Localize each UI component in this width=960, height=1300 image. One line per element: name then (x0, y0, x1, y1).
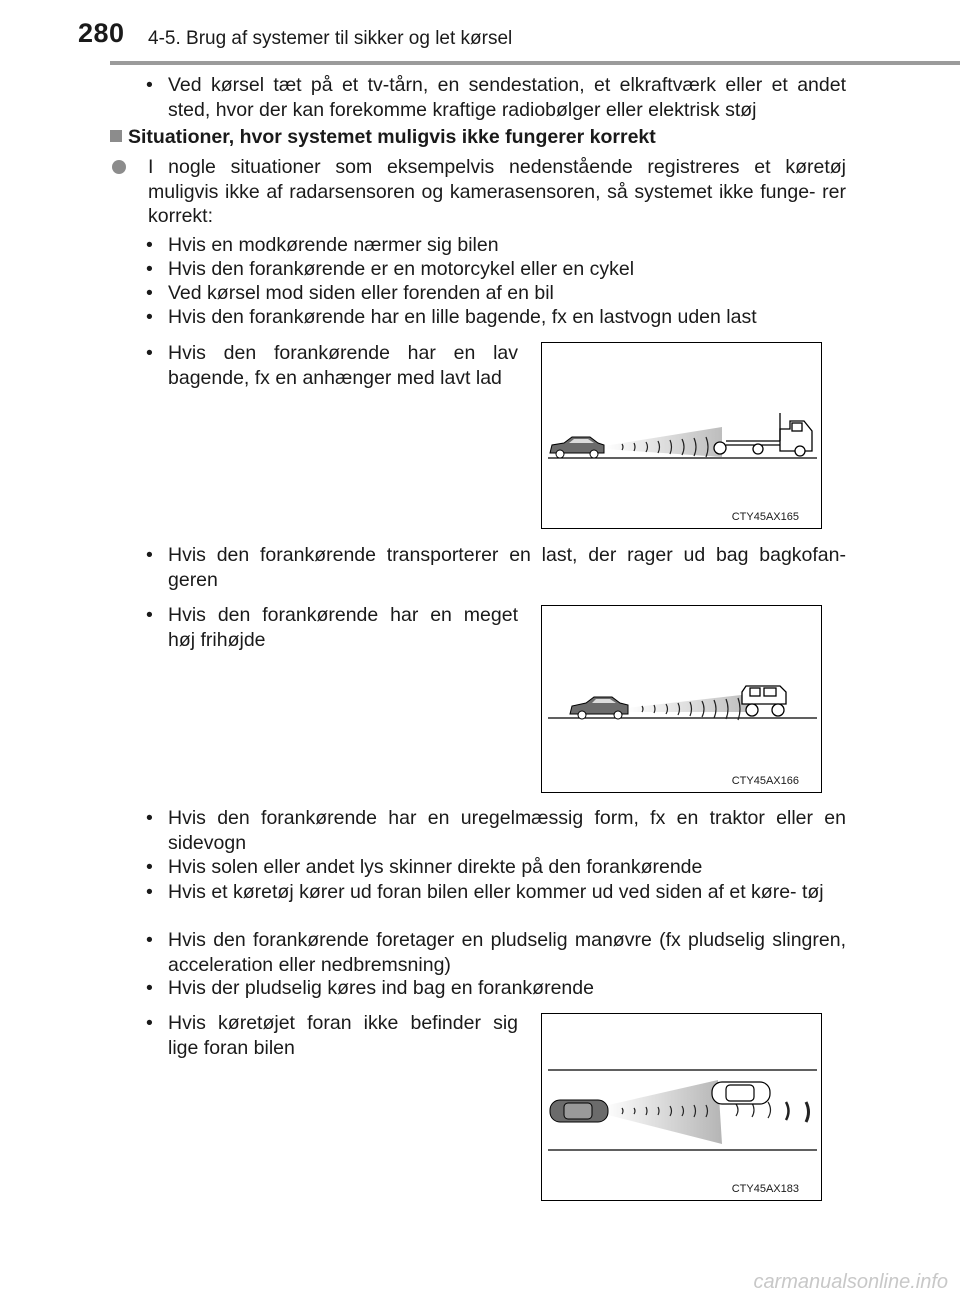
list-item (146, 806, 846, 855)
bullet-icon: • (146, 306, 153, 328)
car-topview-icon (712, 1082, 770, 1104)
square-bullet-icon (110, 130, 122, 142)
list-item (146, 305, 846, 330)
list-item-text: Hvis den forankørende har en lav bagende, fx en anhænger med lavt lad (168, 342, 518, 389)
figure-code: CTY45AX165 (731, 511, 799, 523)
list-item-text: Hvis der pludselig køres ind bag en forankørende (168, 977, 594, 999)
list-item (146, 603, 518, 652)
bullet-icon: • (146, 929, 153, 951)
list-item-text: Hvis den forankørende transporterer en last, der rager ud bag bagkofan- geren (168, 544, 846, 591)
bullet-icon: • (146, 282, 153, 304)
bullet-icon: • (146, 977, 153, 999)
list-item-text: Hvis den forankørende har en meget høj frihøjde (168, 604, 518, 651)
list-item-text: Hvis den forankørende foretager en pludselig manøvre (fx pludselig slingren, acceleration eller nedbremsning) (168, 929, 846, 976)
list-item (146, 543, 846, 592)
section-intro-text: I nogle situationer som eksempelvis nedenstående registreres et køretøj muligvis ikke af radarsensoren og kamerasensoren, så systemet ikke funge- rer korrekt: (148, 156, 846, 227)
list-item-text: Hvis den forankørende er en motorcykel eller en cykel (168, 258, 635, 280)
list-item-text: Ved kørsel tæt på et tv-tårn, en sendestation, et elkraftværk eller et andet sted, hvor der kan forekomme kraftige radiobølger eller elektrisk støj (168, 74, 846, 121)
figure-high-clearance (541, 605, 822, 793)
bullet-icon: • (146, 544, 153, 566)
list-item-text: Hvis den forankørende har en lille bagende, fx en lastvogn uden last (168, 306, 757, 328)
figure-low-trailer (541, 342, 822, 529)
list-item-text: Hvis et køretøj kører ud foran bilen eller kommer ud ved siden af et køre- tøj (168, 881, 824, 903)
list-item-text: Hvis solen eller andet lys skinner direkte på den forankørende (168, 856, 703, 878)
section-title: 4-5. Brug af systemer til sikker og let kørsel (148, 28, 513, 49)
car-icon (550, 437, 604, 458)
watermark: carmanualsonline.info (753, 1271, 948, 1293)
bullet-icon: • (146, 342, 153, 364)
list-item-text: Hvis en modkørende nærmer sig bilen (168, 234, 499, 256)
list-item-text: Hvis den forankørende har en uregelmæssig form, fx en traktor eller en sidevogn (168, 807, 846, 854)
car-icon (570, 697, 628, 719)
list-item (146, 855, 846, 880)
list-item-text: Ved kørsel mod siden eller forenden af en bil (168, 282, 554, 304)
page-number: 280 (78, 18, 125, 48)
bullet-icon: • (146, 258, 153, 280)
car-topview-icon (550, 1100, 608, 1122)
section-heading-text: Situationer, hvor systemet muligvis ikke fungerer korrekt (128, 126, 656, 148)
figure-code: CTY45AX183 (731, 1183, 799, 1195)
list-item (146, 1011, 518, 1060)
bullet-icon: • (146, 807, 153, 829)
list-item (146, 73, 846, 122)
bullet-icon: • (146, 74, 153, 96)
list-item (146, 233, 846, 258)
list-item (146, 880, 846, 905)
suv-icon (742, 686, 786, 716)
figure-offset-vehicle (541, 1013, 822, 1201)
bullet-icon: • (146, 234, 153, 256)
low-trailer-illustration (542, 343, 821, 528)
list-item (146, 976, 846, 1001)
high-clearance-illustration (542, 606, 821, 792)
list-item-text: Hvis køretøjet foran ikke befinder sig lige foran bilen (168, 1012, 518, 1059)
figure-code: CTY45AX166 (731, 775, 799, 787)
bullet-icon: • (146, 604, 153, 626)
bullet-icon: • (146, 856, 153, 878)
bullet-icon: • (146, 1012, 153, 1034)
list-item (146, 281, 846, 306)
header-divider (110, 61, 960, 65)
list-item (146, 341, 518, 390)
section-heading (110, 126, 656, 149)
section-intro (110, 155, 846, 229)
truck-icon (714, 413, 812, 456)
circle-bullet-icon (112, 160, 126, 174)
bullet-icon: • (146, 881, 153, 903)
list-item (146, 257, 846, 282)
offset-vehicle-illustration (542, 1014, 821, 1200)
list-item (146, 928, 846, 977)
